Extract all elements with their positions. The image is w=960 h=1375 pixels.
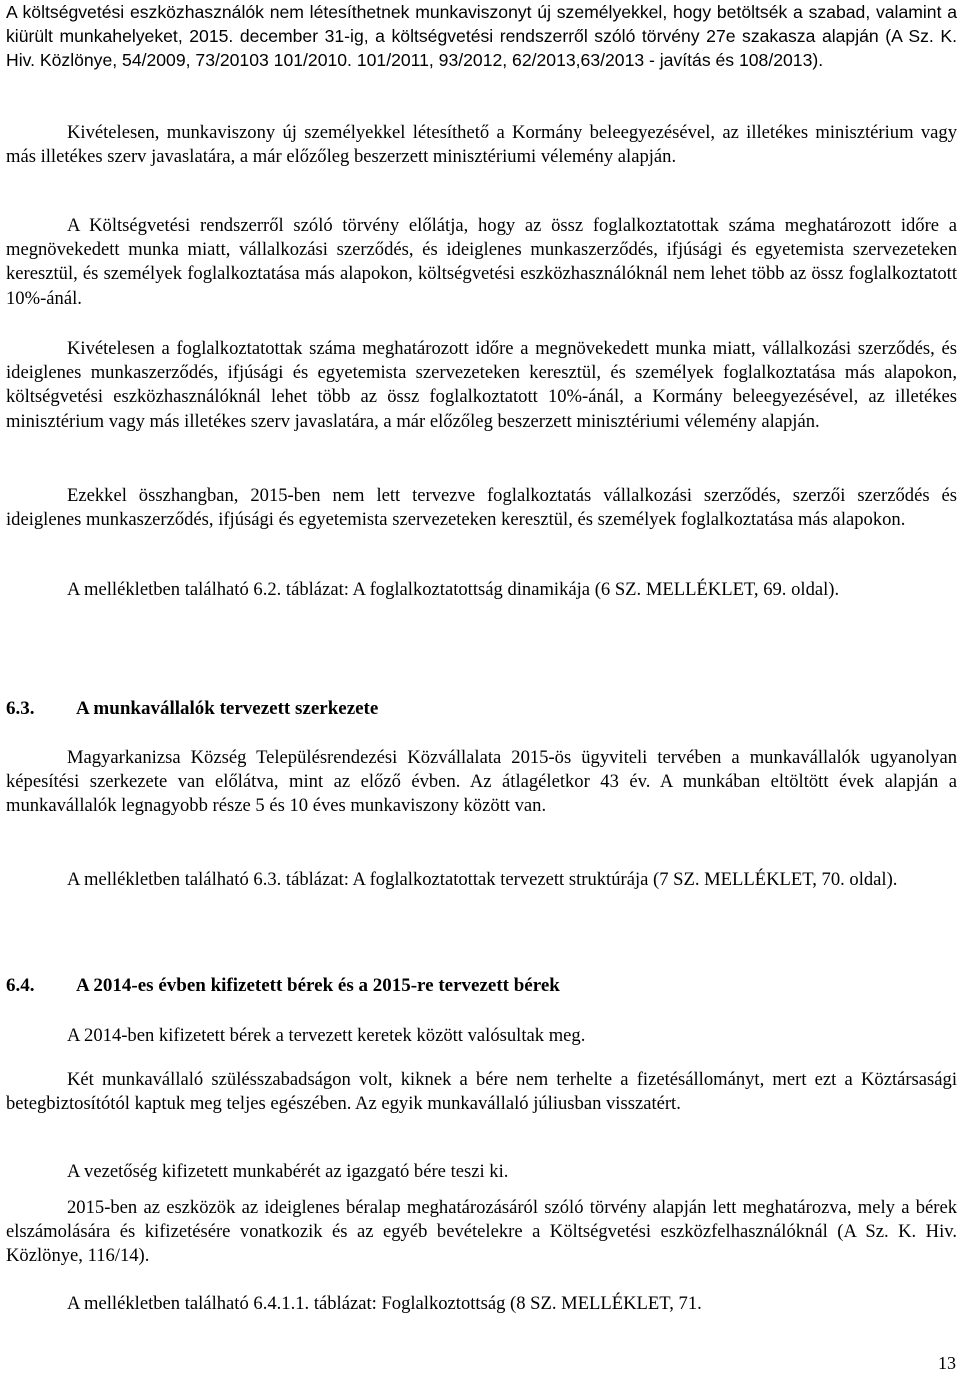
section-title: A 2014-es évben kifizetett bérek és a 2015-re tervezett bérek <box>76 975 560 996</box>
paragraph-2015-plan: Ezekkel összhangban, 2015-ben nem lett tervezve foglalkoztatás vállalkozási szerződés, szerzői szerződés és ideiglenes munkaszerződés, ifjúsági és egyetemista szervezeteken keresztül, és személyek foglalkoztatása más alapokon. <box>6 485 957 531</box>
paragraph-budget-law: A Költségvetési rendszerről szóló törvény előlátja, hogy az össz foglalkoztatottak száma meghatározott időre a megnövekedett munka miatt, vállalkozási szerződés, és ideiglenes munkaszerződés, ifjúsági és egyetemista szervezeteken keresztül, és személyek foglalkoztatása más alapokon, költségvetési eszközhasználóknál nem lehet több az össz foglalkoztatott 10%-ánál. <box>6 215 957 309</box>
paragraph-hiring-restriction: A költségvetési eszközhasználók nem létesíthetnek munkaviszonyt új személyekkel, hogy betöltsék a szabad, valamint a kiürült munkahelyeket, 2015. december 31-ig, a költségvetési rendszerről szóló törvény 27e szakasza alapján (A Sz. K. Hiv. Közlönye, 54/2009, 73/20103 101/2010. 101/2011, 93/2012, 62/2013,63/2013 - javítás és 108/2013). <box>6 2 957 71</box>
paragraph-wage-fund-2015: 2015-ben az eszközök az ideiglenes béralap meghatározásáról szóló törvény alapján lett meghatározva, mely a bérek elszámolására és kifizetésére vonatkozik és az egyéb bevételekre a Költségvetési eszközfelhasználóknál (A Sz. K. Hiv. Közlönye, 116/14). <box>6 1197 957 1267</box>
section-title: A munkavállalók tervezett szerkezete <box>76 698 379 719</box>
section-heading-6-3 <box>6 697 957 721</box>
section-number: 6.3. <box>6 698 35 719</box>
paragraph-exception-employees: Kivételesen a foglalkoztatottak száma meghatározott időre a megnövekedett munka miatt, vállalkozási szerződés, és ideiglenes munkaszerződés, ifjúsági és egyetemista szervezeteken keresztül, és személyek foglalkoztatása más alapokon, költségvetési eszközhasználóknál lehet több az össz foglalkoztatott 10%-ánál, a Kormány beleegyezésével, az illetékes minisztérium vagy más illetékes szerv javaslatára, a már előzőleg beszerzett minisztériumi vélemény alapján. <box>6 338 957 432</box>
section-number: 6.4. <box>6 975 35 996</box>
paragraph-maternity-leave: Két munkavállaló szülésszabadságon volt, kiknek a bére nem terhelte a fizetésállományt, mert ezt a Köztársasági betegbiztosítótól kaptuk meg teljes egészében. Az egyik munkavállaló júliusban visszatért. <box>6 1069 957 1115</box>
section-heading-6-4 <box>6 974 957 998</box>
paragraph-table-6-4-1-1-reference: A mellékletben található 6.4.1.1. táblázat: Foglalkoztottság (8 SZ. MELLÉKLET, 71. <box>67 1293 702 1314</box>
paragraph-management-salary: A vezetőség kifizetett munkabérét az igazgató bére teszi ki. <box>67 1161 509 1182</box>
paragraph-exception-government: Kivételesen, munkaviszony új személyekkel létesíthető a Kormány beleegyezésével, az illetékes minisztérium vagy más illetékes szerv javaslatára, a már előzőleg beszerzett minisztériumi vélemény alapján. <box>6 122 957 168</box>
paragraph-wages-2014: A 2014-ben kifizetett bérek a tervezett keretek között valósultak meg. <box>67 1025 586 1046</box>
paragraph-workforce-structure: Magyarkanizsa Község Településrendezési Közvállalata 2015-ös ügyviteli tervében a munkavállalók ugyanolyan képesítési szerkezete van előlátva, mint az előző évben. Az átlagéletkor 43 év. A munkában eltöltött évek alapján a munkavállalók legnagyobb része 5 és 10 éves munkaviszony között van. <box>6 747 957 817</box>
paragraph-table-6-2-reference: A mellékletben található 6.2. táblázat: A foglalkoztatottság dinamikája (6 SZ. MELLÉKLET, 69. oldal). <box>67 579 840 600</box>
page-number: 13 <box>938 1353 956 1373</box>
paragraph-table-6-3-reference: A mellékletben található 6.3. táblázat: A foglalkoztatottak tervezett struktúrája (7 SZ. MELLÉKLET, 70. oldal). <box>67 869 898 890</box>
